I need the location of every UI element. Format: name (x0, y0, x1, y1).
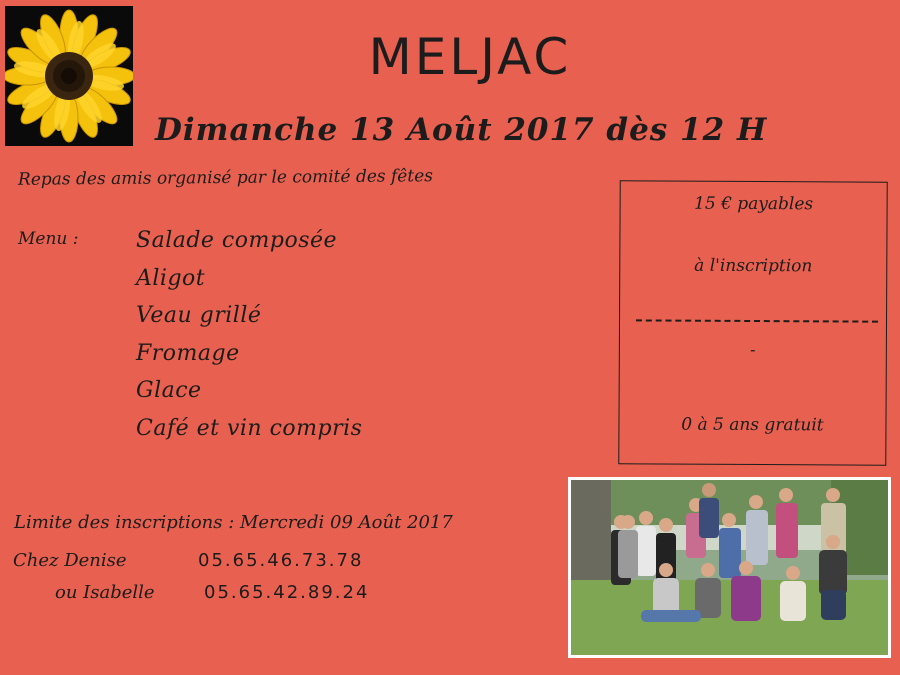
price-line: à l'inscription (694, 255, 813, 277)
price-note: 0 à 5 ans gratuit (681, 414, 824, 436)
price-divider (636, 319, 878, 322)
intro-text: Repas des amis organisé par le comité des fêtes (17, 166, 434, 190)
page-title: MELJAC (368, 28, 572, 86)
contact-name: Chez Denise (13, 550, 127, 571)
menu-item: Aligot (136, 265, 206, 291)
registration-deadline: Limite des inscriptions : Mercredi 09 Août 2017 (14, 512, 453, 533)
contact-name: ou Isabelle (55, 582, 155, 603)
contact-phone: 05.65.42.89.24 (204, 582, 370, 603)
price-line: - (750, 339, 756, 360)
event-date: Dimanche 13 Août 2017 dès 12 H (155, 112, 768, 148)
menu-item: Veau grillé (136, 303, 262, 328)
menu-item: Glace (136, 378, 202, 403)
price-box (618, 180, 887, 465)
menu-item: Salade composée (136, 228, 338, 253)
menu-item: Fromage (136, 340, 240, 366)
menu-label: Menu : (18, 229, 79, 249)
contact-phone: 05.65.46.73.78 (198, 550, 364, 571)
menu-item: Café et vin compris (136, 415, 363, 441)
group-photo (568, 477, 891, 658)
price-line: 15 € payables (694, 193, 814, 215)
menu-list (136, 222, 362, 447)
